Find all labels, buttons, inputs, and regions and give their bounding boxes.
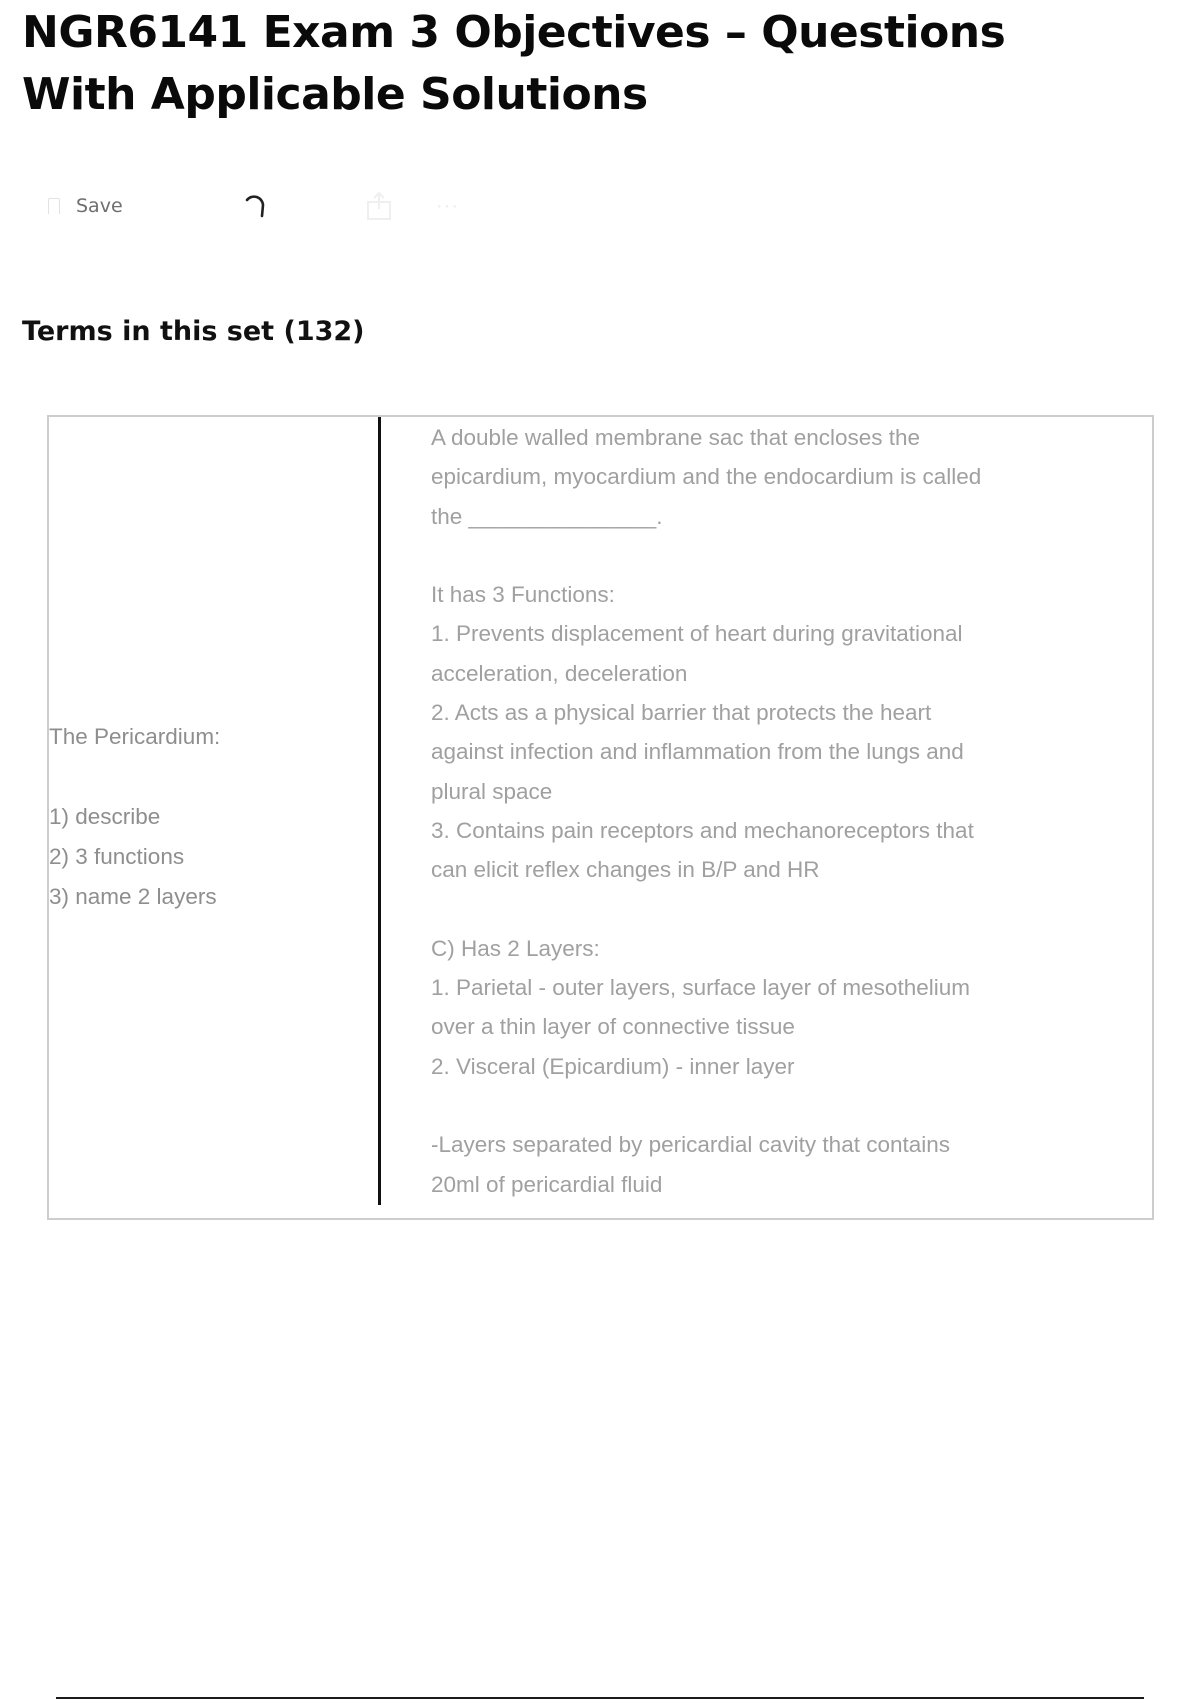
definition-blank-line — [431, 1086, 1111, 1125]
more-options-button[interactable] — [436, 190, 459, 222]
definition-blank-line — [431, 890, 1111, 929]
definition-line: over a thin layer of connective tissue — [431, 1014, 795, 1040]
definition-line: 20ml of pericardial fluid — [431, 1171, 663, 1197]
flashcard[interactable] — [47, 415, 1154, 1220]
card-divider — [378, 417, 381, 1205]
save-label: Save — [76, 195, 123, 217]
term-line: The Pericardium: — [49, 724, 221, 749]
definition-line: 1. Prevents displacement of heart during gravitational — [431, 621, 963, 647]
flashcard-term — [49, 717, 369, 917]
definition-blank-line — [431, 536, 1111, 575]
toolbar — [48, 190, 548, 222]
definition-line: 2. Visceral (Epicardium) - inner layer — [431, 1053, 795, 1079]
definition-line: acceleration, deceleration — [431, 660, 688, 686]
term-line: 2) 3 functions — [49, 844, 185, 869]
bottom-divider — [56, 1697, 1144, 1699]
definition-line: C) Has 2 Layers: — [431, 935, 600, 961]
definition-line: 3. Contains pain receptors and mechanoreceptors that — [431, 817, 974, 843]
definition-line: against infection and inflammation from the lungs and — [431, 739, 964, 765]
definition-line: can elicit reflex changes in B/P and HR — [431, 857, 820, 883]
definition-line: 2. Acts as a physical barrier that protects the heart — [431, 700, 932, 726]
page-title: NGR6141 Exam 3 Objectives – Questions With Applicable Solutions — [22, 7, 1006, 120]
share-button[interactable] — [366, 190, 392, 222]
definition-line: -Layers separated by pericardial cavity that contains — [431, 1132, 951, 1158]
flashcard-definition — [431, 418, 1111, 1204]
bookmark-icon — [48, 198, 60, 214]
save-button[interactable] — [48, 190, 123, 222]
more-icon: ··· — [436, 194, 459, 217]
definition-line: It has 3 Functions: — [431, 582, 615, 608]
definition-line: 1. Parietal - outer layers, surface layer of mesothelium — [431, 975, 970, 1001]
share-icon — [366, 191, 392, 221]
definition-line: plural space — [431, 778, 553, 804]
term-blank-line — [49, 757, 369, 797]
terms-count-heading: Terms in this set (132) — [22, 316, 365, 347]
term-line: 1) describe — [49, 804, 161, 829]
term-line: 3) name 2 layers — [49, 884, 217, 909]
definition-line: A double walled membrane sac that encloses the — [431, 425, 921, 450]
spinner-icon — [242, 190, 268, 222]
definition-line: the _______________. — [431, 503, 663, 529]
definition-line: epicardium, myocardium and the endocardium is called — [431, 464, 982, 490]
